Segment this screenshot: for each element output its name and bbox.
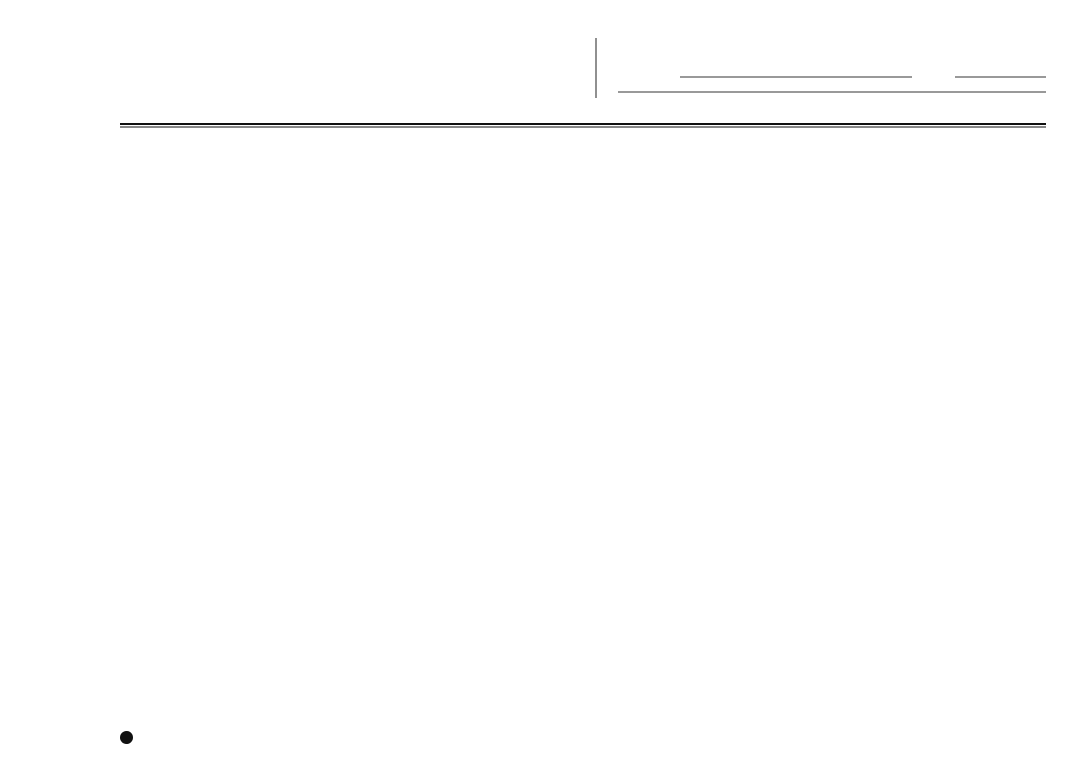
printer-logo-icon [120, 731, 133, 744]
